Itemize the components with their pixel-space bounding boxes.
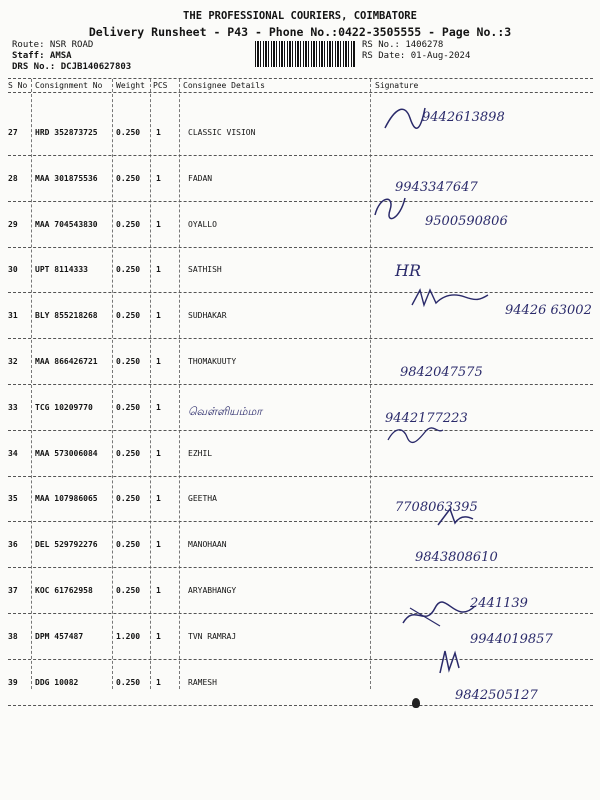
row-weight: 0.250 xyxy=(116,311,141,320)
ink-blot xyxy=(412,698,420,708)
route-label: Route: NSR ROAD xyxy=(12,40,94,50)
row-signature: 9442613898 xyxy=(422,110,505,125)
row-signature: 9842047575 xyxy=(400,365,483,380)
staff-label: Staff: AMSA xyxy=(12,51,72,61)
signature-scribble xyxy=(435,648,465,678)
row-weight: 0.250 xyxy=(116,128,141,137)
row-pcs: 1 xyxy=(156,540,161,549)
row-consignment-no: KOC 61762958 xyxy=(35,586,93,595)
company-title: THE PROFESSIONAL COURIERS, COIMBATORE xyxy=(183,10,417,22)
drs-number: DRS No.: DCJB140627803 xyxy=(12,62,132,72)
row-signature: HR xyxy=(395,261,421,280)
row-consignment-no: MAA 704543830 xyxy=(35,220,98,229)
row-divider xyxy=(8,292,593,293)
row-weight: 0.250 xyxy=(116,678,141,687)
row-sno: 39 xyxy=(8,678,18,687)
row-sno: 28 xyxy=(8,174,18,183)
row-weight: 0.250 xyxy=(116,449,141,458)
col-header-pcs: PCS xyxy=(153,81,168,90)
row-signature: 9500590806 xyxy=(425,214,508,229)
signature-scribble xyxy=(400,598,480,633)
col-header-consignee: Consignee Details xyxy=(183,81,265,90)
row-pcs: 1 xyxy=(156,357,161,366)
row-weight: 0.250 xyxy=(116,174,141,183)
row-consignee: RAMESH xyxy=(188,678,217,687)
row-pcs: 1 xyxy=(156,128,161,137)
row-consignment-no: MAA 866426721 xyxy=(35,357,98,366)
row-pcs: 1 xyxy=(156,678,161,687)
row-divider xyxy=(8,613,593,614)
row-sno: 33 xyxy=(8,403,18,412)
col-header-sno: S No xyxy=(8,81,28,90)
row-signature: 7708063395 xyxy=(395,500,478,515)
row-divider xyxy=(8,567,593,568)
row-sno: 27 xyxy=(8,128,18,137)
row-pcs: 1 xyxy=(156,174,161,183)
signature-scribble xyxy=(370,190,410,225)
row-consignment-no: DDG 10082 xyxy=(35,678,79,687)
signature-scribble xyxy=(435,505,475,530)
row-divider xyxy=(8,338,593,339)
runsheet-subtitle: Delivery Runsheet - P43 - Phone No.:0422-3505555 - Page No.:3 xyxy=(88,25,512,39)
row-consignee: ARYABHANGY xyxy=(188,586,237,595)
row-sno: 31 xyxy=(8,311,18,320)
row-consignee: வெள்ளியம்மா xyxy=(188,405,263,418)
row-divider xyxy=(8,430,593,431)
row-consignment-no: MAA 301875536 xyxy=(35,174,98,183)
row-sno: 35 xyxy=(8,494,18,503)
row-divider xyxy=(8,476,593,477)
row-pcs: 1 xyxy=(156,311,161,320)
row-consignee: MANOHAAN xyxy=(188,540,227,549)
row-signature: 9944019857 xyxy=(470,632,553,647)
row-signature: 9943347647 xyxy=(395,180,478,195)
row-consignment-no: DEL 529792276 xyxy=(35,540,98,549)
row-consignment-no: DPM 457487 xyxy=(35,632,84,641)
row-sno: 30 xyxy=(8,265,18,274)
row-weight: 0.250 xyxy=(116,357,141,366)
row-consignment-no: BLY 855218268 xyxy=(35,311,98,320)
row-pcs: 1 xyxy=(156,494,161,503)
signature-scribble xyxy=(410,285,490,310)
row-divider xyxy=(8,247,593,248)
row-sno: 29 xyxy=(8,220,18,229)
row-consignee: GEETHA xyxy=(188,494,217,503)
row-sno: 36 xyxy=(8,540,18,549)
row-weight: 0.250 xyxy=(116,494,141,503)
row-consignee: CLASSIC VISION xyxy=(188,128,256,137)
row-weight: 0.250 xyxy=(116,540,141,549)
row-pcs: 1 xyxy=(156,265,161,274)
row-consignment-no: UPT 8114333 xyxy=(35,265,88,274)
row-signature: 9843808610 xyxy=(415,550,498,565)
rs-number: RS No.: 1406278 xyxy=(362,40,444,50)
row-consignee: SATHISH xyxy=(188,265,222,274)
row-divider xyxy=(8,521,593,522)
row-pcs: 1 xyxy=(156,220,161,229)
row-sno: 37 xyxy=(8,586,18,595)
row-divider xyxy=(8,201,593,202)
row-pcs: 1 xyxy=(156,632,161,641)
signature-scribble xyxy=(380,98,430,138)
row-pcs: 1 xyxy=(156,403,161,412)
row-consignment-no: MAA 107986065 xyxy=(35,494,98,503)
row-pcs: 1 xyxy=(156,449,161,458)
row-divider xyxy=(8,155,593,156)
row-weight: 1.200 xyxy=(116,632,141,641)
row-divider xyxy=(8,705,593,706)
header-bottom-rule xyxy=(8,92,593,93)
row-consignment-no: MAA 573006084 xyxy=(35,449,98,458)
row-consignment-no: HRD 352873725 xyxy=(35,128,98,137)
barcode xyxy=(255,41,355,67)
row-weight: 0.250 xyxy=(116,586,141,595)
row-sno: 34 xyxy=(8,449,18,458)
col-header-weight: Weight xyxy=(116,81,145,90)
row-consignee: THOMAKUUTY xyxy=(188,357,237,366)
col-header-consignment: Consignment No xyxy=(35,81,103,90)
row-signature: 9442177223 xyxy=(385,411,468,426)
table-top-rule xyxy=(8,78,593,79)
row-consignee: EZHIL xyxy=(188,449,213,458)
row-consignee: TVN RAMRAJ xyxy=(188,632,237,641)
row-weight: 0.250 xyxy=(116,403,141,412)
row-sno: 32 xyxy=(8,357,18,366)
row-weight: 0.250 xyxy=(116,265,141,274)
row-divider xyxy=(8,384,593,385)
row-consignment-no: TCG 10209770 xyxy=(35,403,93,412)
row-divider xyxy=(8,659,593,660)
row-signature: 2441139 xyxy=(470,596,528,611)
row-signature: 9842505127 xyxy=(455,688,538,703)
signature-scribble xyxy=(385,422,445,447)
row-consignee: OYALLO xyxy=(188,220,217,229)
row-pcs: 1 xyxy=(156,586,161,595)
row-consignee: SUDHAKAR xyxy=(188,311,227,320)
row-consignee: FADAN xyxy=(188,174,213,183)
col-header-signature: Signature xyxy=(375,81,419,90)
row-weight: 0.250 xyxy=(116,220,141,229)
row-signature: 94426 63002 xyxy=(505,303,592,318)
rs-date: RS Date: 01-Aug-2024 xyxy=(362,51,471,61)
row-sno: 38 xyxy=(8,632,18,641)
